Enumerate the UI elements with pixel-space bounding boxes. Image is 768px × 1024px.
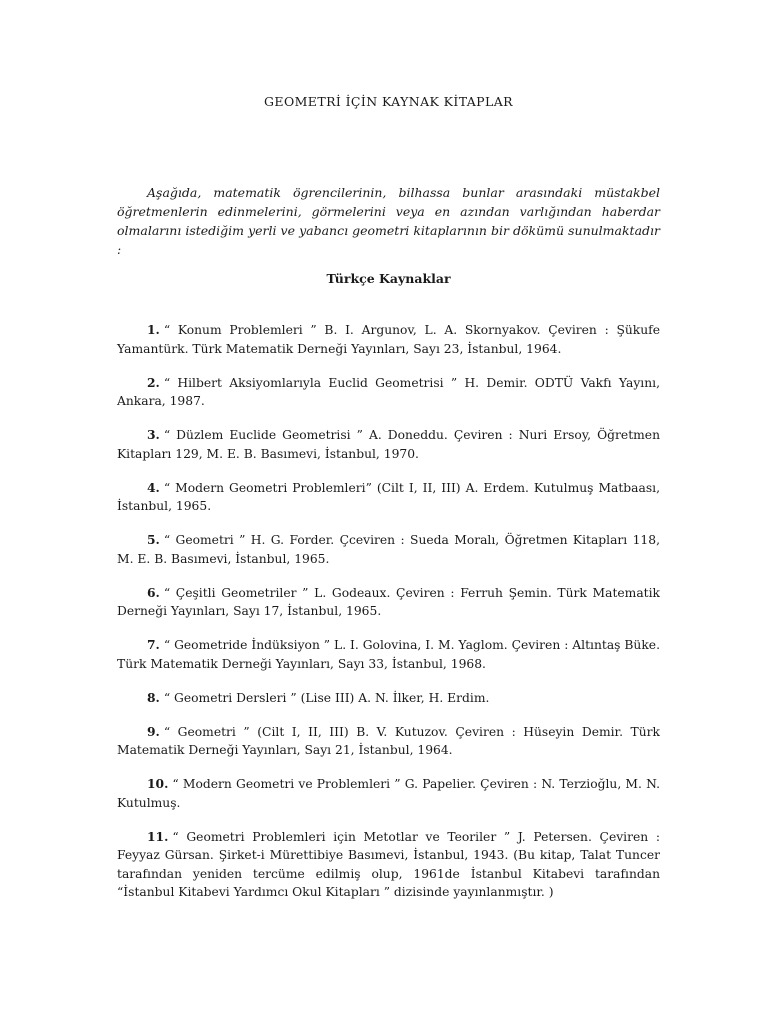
- reference-item: [117, 584, 660, 621]
- intro-paragraph: Aşağıda, matematik ögrencilerinin, bilhassa bunlar arasındaki müstakbel öğretmenlerin edinmelerini, görmelerini veya en azından varlığından haberdar olmalarını istediğim yerli ve yabancı geometri kitaplarının bir dökümü sunulmaktadır :: [117, 185, 660, 257]
- reference-number: 3.: [147, 427, 160, 442]
- reference-item: [117, 828, 660, 902]
- reference-text: “ Geometride İndüksiyon ” L. I. Golovina, I. M. Yaglom. Çeviren : Altıntaş Büke. Türk Matematik Derneği Yayınları, Sayı 33, İstanbul, 1968.: [117, 638, 660, 671]
- reference-item: [117, 374, 660, 411]
- section-heading: Türkçe Kaynaklar: [326, 271, 451, 286]
- reference-item: [117, 636, 660, 673]
- reference-item: [117, 723, 660, 760]
- reference-number: 7.: [147, 637, 160, 652]
- document-page: [117, 0, 660, 1024]
- reference-item: [117, 321, 660, 358]
- reference-number: 6.: [147, 584, 160, 600]
- reference-text: “ Geometri Dersleri ” (Lise III) A. N. İlker, H. Erdim.: [163, 690, 490, 705]
- reference-number: 11.: [147, 828, 169, 844]
- reference-text: “ Geometri Problemleri için Metotlar ve Teoriler ” J. Petersen. Çeviren : Feyyaz Gürsan. Şirket-i Mürettibiye Basımevi, İstanbul, 1943. (Bu kitap, Talat Tuncer tarafından yeniden tercüme edilmiş olup, 1961de İstanbul Kitabevi tarafından “İstanbul Kitabevi Yardımcı Okul Kitapları ” dizisinde yayınlanmıştır. ): [117, 829, 660, 899]
- reference-number: 5.: [147, 532, 160, 547]
- reference-text: “ Düzlem Euclide Geometrisi ” A. Doneddu. Çeviren : Nuri Ersoy, Öğretmen Kitapları 129, M. E. B. Basımevi, İstanbul, 1970.: [117, 428, 660, 461]
- reference-item: [117, 479, 660, 516]
- reference-text: “ Hilbert Aksiyomlarıyla Euclid Geometrisi ” H. Demir. ODTÜ Vakfı Yayını, Ankara, 1987.: [117, 375, 660, 408]
- reference-text: “ Modern Geometri Problemleri” (Cilt I, II, III) A. Erdem. Kutulmuş Matbaası, İstanbul, 1965.: [117, 480, 660, 513]
- reference-number: 8.: [147, 689, 160, 705]
- reference-number: 9.: [147, 723, 160, 739]
- reference-item: [117, 531, 660, 568]
- reference-number: 4.: [147, 479, 160, 495]
- reference-text: “ Geometri ” (Cilt I, II, III) B. V. Kutuzov. Çeviren : Hüseyin Demir. Türk Matematik Derneği Yayınları, Sayı 21, İstanbul, 1964.: [117, 724, 660, 757]
- reference-list: [117, 321, 660, 917]
- reference-text: “ Konum Problemleri ” B. I. Argunov, L. A. Skornyakov. Çeviren : Şükufe Yamantürk. Türk Matematik Derneği Yayınları, Sayı 23, İstanbul, 1964.: [117, 323, 660, 356]
- reference-text: “ Geometri ” H. G. Forder. Çceviren : Sueda Moralı, Öğretmen Kitapları 118, M. E. B. Basımevi, İstanbul, 1965.: [117, 533, 660, 566]
- reference-item: [117, 775, 660, 812]
- reference-item: [117, 426, 660, 463]
- reference-number: 10.: [147, 776, 169, 791]
- reference-number: 1.: [147, 322, 160, 337]
- document-title: GEOMETRİ İÇİN KAYNAK KİTAPLAR: [264, 94, 513, 109]
- reference-text: “ Modern Geometri ve Problemleri ” G. Papelier. Çeviren : N. Terzioğlu, M. N. Kutulmuş.: [117, 777, 660, 810]
- reference-item: [117, 689, 660, 708]
- reference-text: “ Çeşitli Geometriler ” L. Godeaux. Çeviren : Ferruh Şemin. Türk Matematik Derneği Yayınları, Sayı 17, İstanbul, 1965.: [117, 585, 660, 618]
- reference-number: 2.: [147, 374, 160, 390]
